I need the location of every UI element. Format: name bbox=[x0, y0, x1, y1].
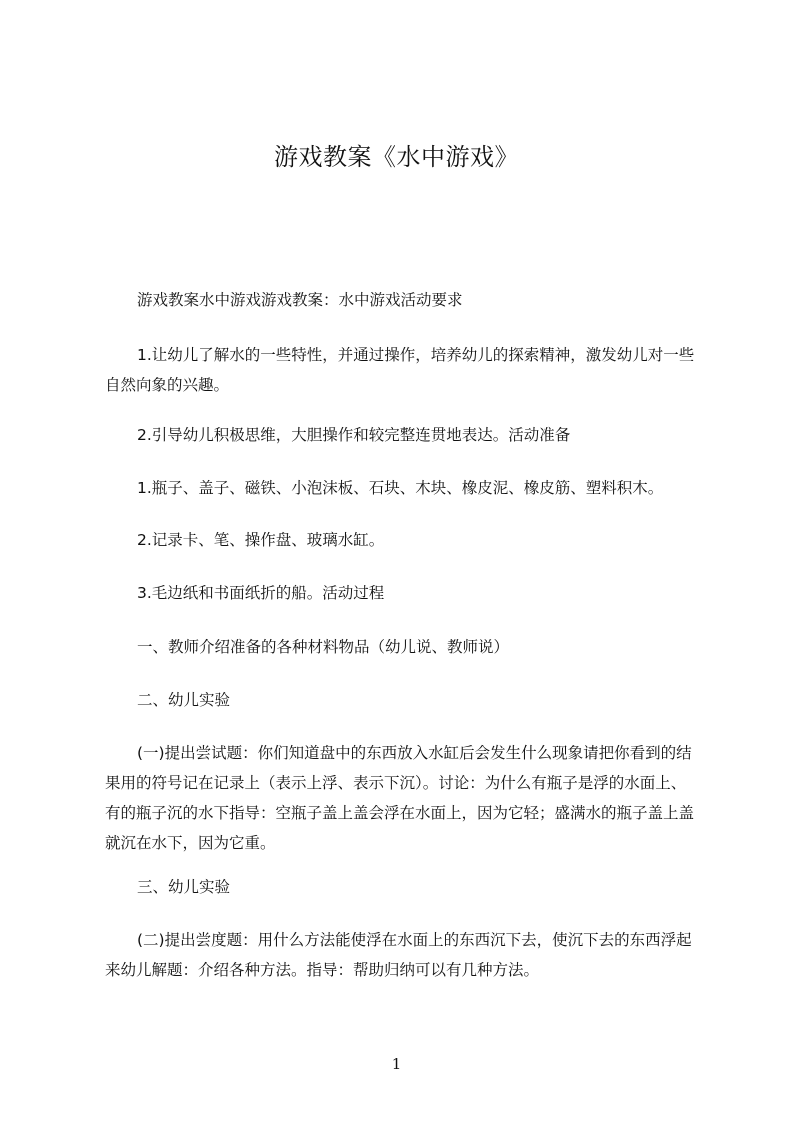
page-number: 1 bbox=[391, 1055, 402, 1073]
paragraph-materials-3: 3.毛边纸和书面纸折的船。活动过程 bbox=[137, 584, 385, 602]
paragraph-step-3-body: (二)提出尝度题：用什么方法能使浮在水面上的东西沉下去，使沉下去的东西浮起来幼儿解题：介绍各种方法。指导：帮助归纳可以有几种方法。 bbox=[105, 931, 692, 979]
paragraph-requirement-2: 2.引导幼儿积极思维，大胆操作和较完整连贯地表达。活动准备 bbox=[137, 426, 571, 444]
paragraph-requirement-1: 1.让幼儿了解水的一些特性，并通过操作，培养幼儿的探索精神，激发幼儿对一些自然向象的兴趣。 bbox=[105, 346, 695, 394]
paragraph-step-2-heading: 二、幼儿实验 bbox=[137, 691, 231, 709]
document-title: 游戏教案《水中游戏》 bbox=[274, 143, 519, 171]
paragraph-materials-2: 2.记录卡、笔、操作盘、玻璃水缸。 bbox=[137, 531, 385, 549]
paragraph-activity-requirements: 游戏教案水中游戏游戏教案：水中游戏活动要求 bbox=[137, 291, 463, 309]
paragraph-step-1: 一、教师介绍准备的各种材料物品（幼儿说、教师说） bbox=[137, 638, 510, 656]
paragraph-step-2-body: (一)提出尝试题：你们知道盘中的东西放入水缸后会发生什么现象请把你看到的结果用的符号记在记录上（表示上浮、表示下沉）。讨论：为什么有瓶子是浮的水面上、有的瓶子沉的水下指导：空瓶子盖上盖会浮在水面上，因为它轻；盛满水的瓶子盖上盖就沉在水下，因为它重。 bbox=[105, 744, 695, 852]
paragraph-step-3-heading: 三、幼儿实验 bbox=[137, 878, 231, 896]
paragraph-materials-1: 1.瓶子、盖子、磁铁、小泡沫板、石块、木块、橡皮泥、橡皮筋、塑料积木。 bbox=[137, 479, 664, 497]
